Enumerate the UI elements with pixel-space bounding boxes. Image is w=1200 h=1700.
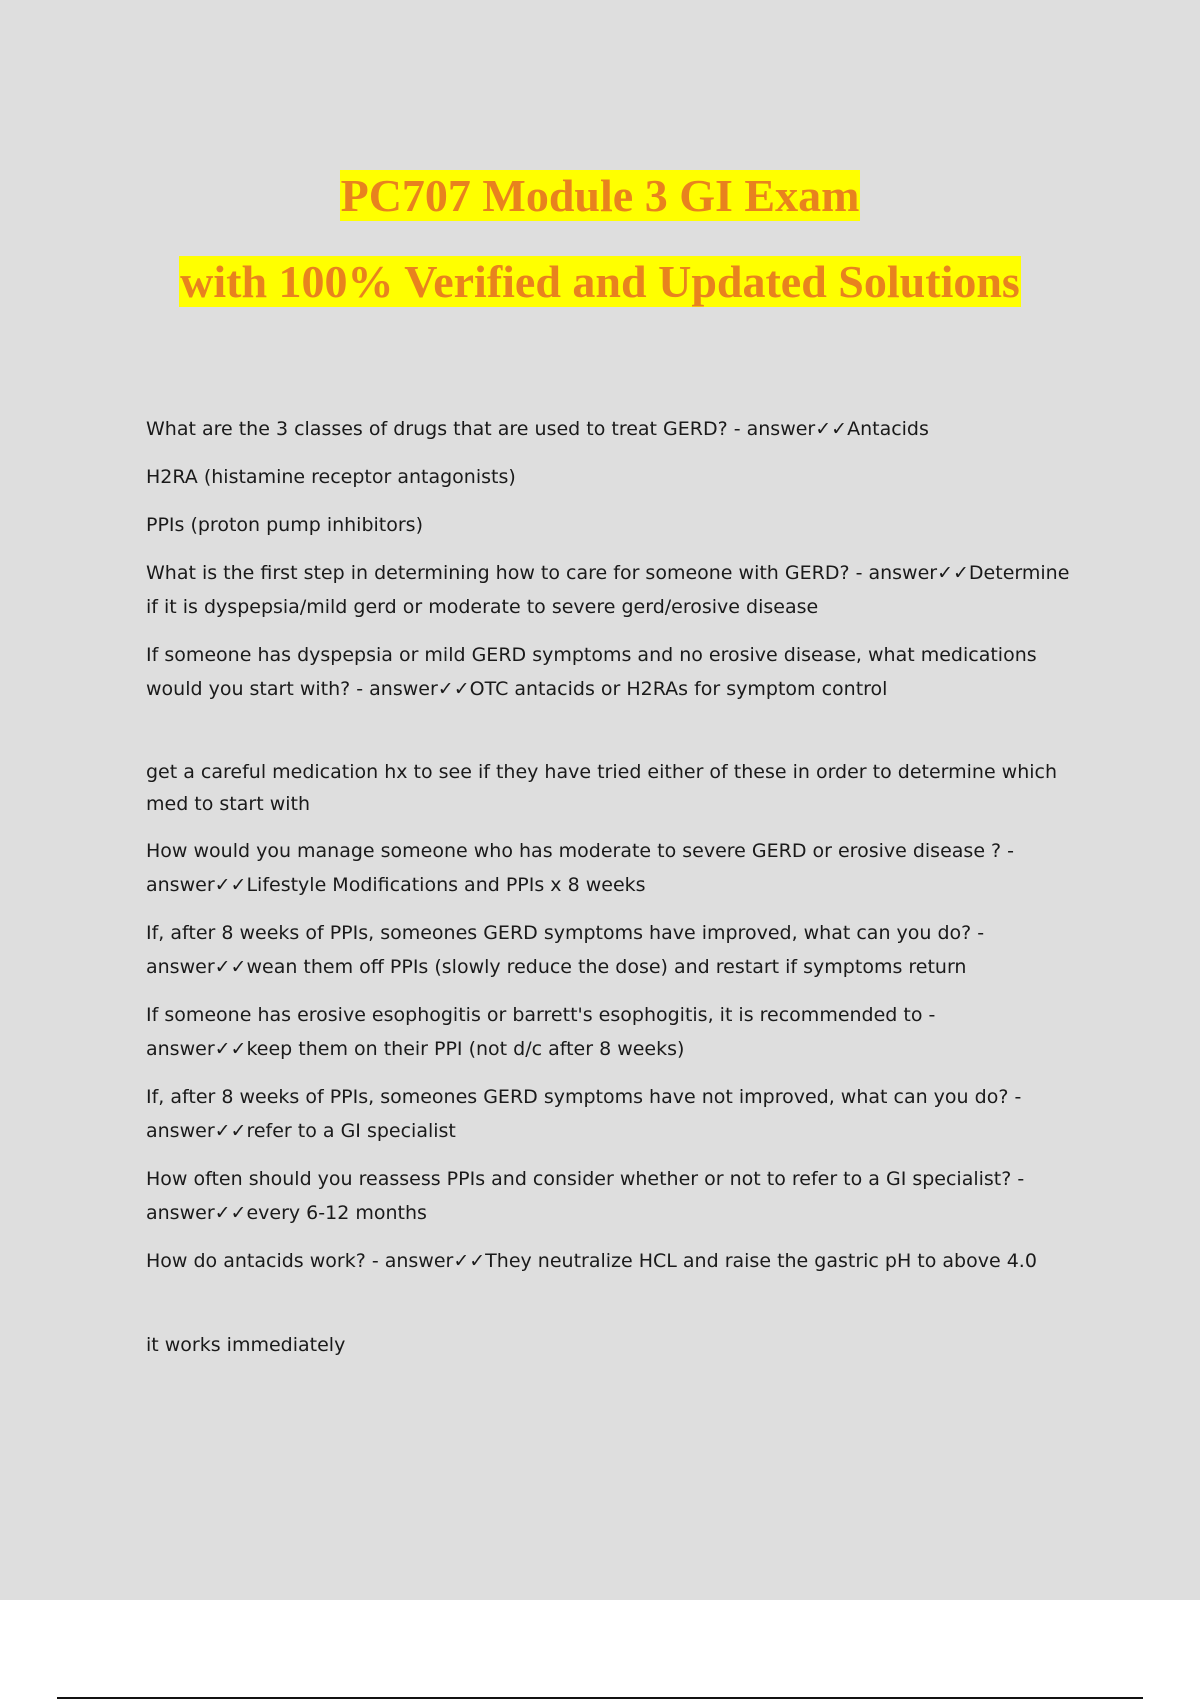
title-line-2 [0,254,1200,310]
paragraph: If someone has dyspepsia or mild GERD symptoms and no erosive disease, what medications would you start with? - answer✓✓OTC antacids or H2RAs for symptom control [146,644,1037,700]
paragraph: PPIs (proton pump inhibitors) [146,514,423,536]
paragraph: What is the first step in determining how to care for someone with GERD? - answer✓✓Determine if it is dyspepsia/mild gerd or moderate to severe gerd/erosive disease [146,562,1070,618]
paragraph: If, after 8 weeks of PPIs, someones GERD symptoms have not improved, what can you do? - answer✓✓refer to a GI specialist [146,1086,1022,1142]
document-body [146,412,1086,1376]
paragraph: it works immediately [146,1334,346,1356]
document-title [0,168,1200,340]
paragraph: How do antacids work? - answer✓✓They neutralize HCL and raise the gastric pH to above 4.0 [146,1250,1037,1272]
paragraph: How often should you reassess PPIs and consider whether or not to refer to a GI specialist? - answer✓✓every 6-12 months [146,1168,1025,1224]
paragraph: How would you manage someone who has moderate to severe GERD or erosive disease ? - answer✓✓Lifestyle Modifications and PPIs x 8 weeks [146,840,1015,896]
footer-divider [57,1697,1143,1699]
title-line-1 [0,168,1200,224]
paragraph: H2RA (histamine receptor antagonists) [146,466,516,488]
paragraph: get a careful medication hx to see if they have tried either of these in order to determine which med to start with [146,761,1058,815]
paragraph: What are the 3 classes of drugs that are used to treat GERD? - answer✓✓Antacids [146,418,929,440]
title-line-2-text: with 100% Verified and Updated Solutions [180,256,1020,307]
title-line-1-text: PC707 Module 3 GI Exam [340,170,860,221]
paragraph: If someone has erosive esophogitis or barrett's esophogitis, it is recommended to - answer✓✓keep them on their PPI (not d/c after 8 weeks) [146,1004,936,1060]
paragraph: If, after 8 weeks of PPIs, someones GERD symptoms have improved, what can you do? - answer✓✓wean them off PPIs (slowly reduce the dose) and restart if symptoms return [146,922,985,978]
